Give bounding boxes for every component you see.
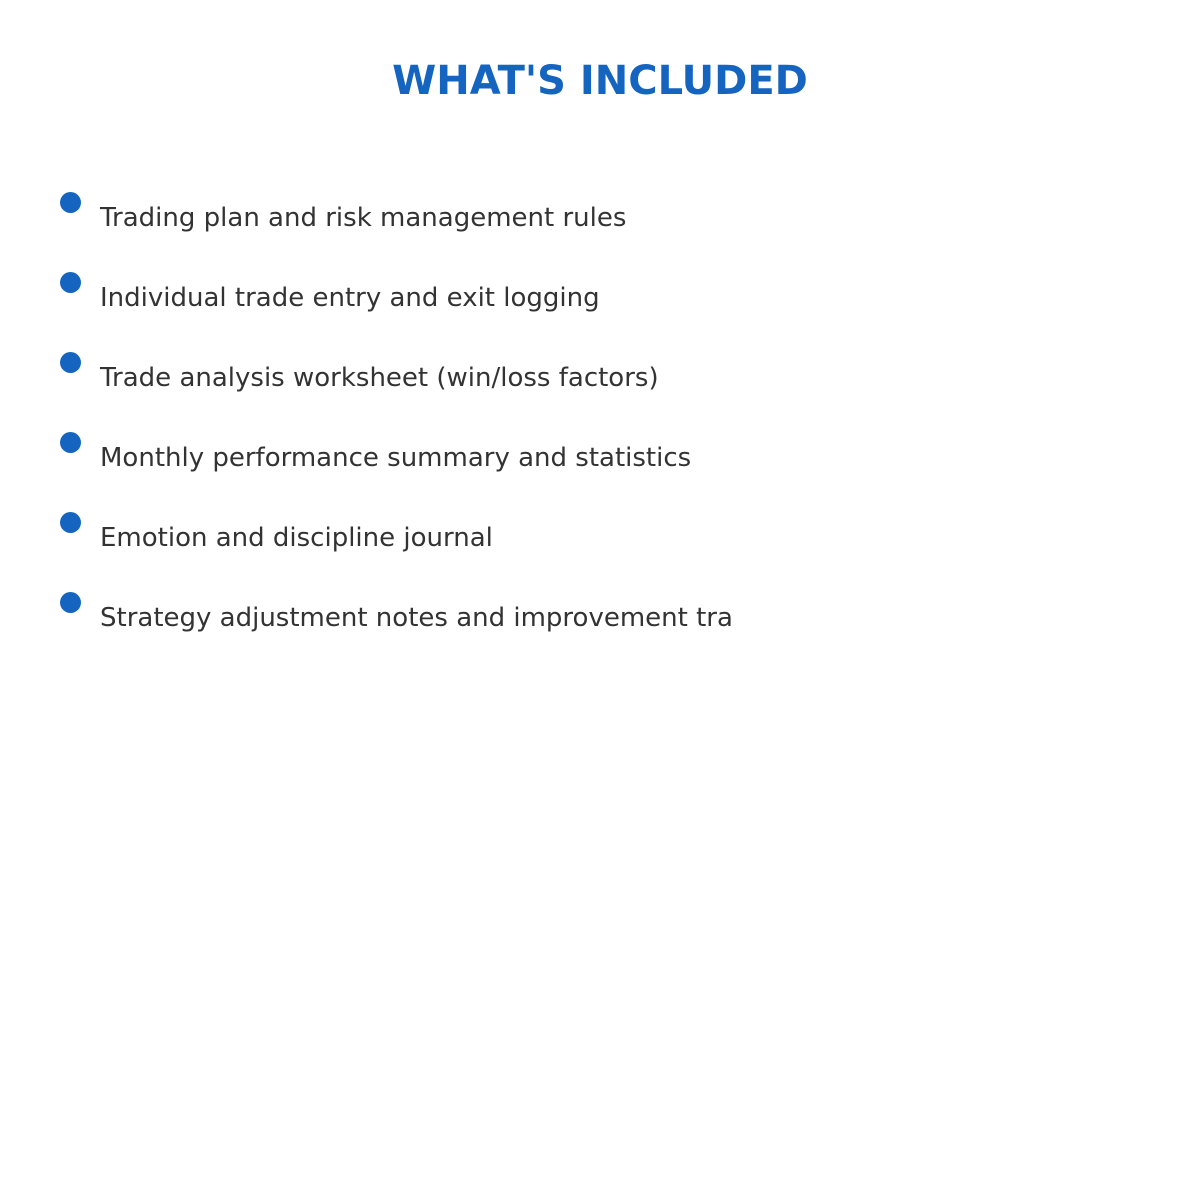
feature-text: Trading plan and risk management rules [100,203,627,233]
feature-item [0,272,1200,332]
bullet-dot-icon [60,432,81,453]
feature-text: Individual trade entry and exit logging [100,283,600,313]
feature-item [0,592,1200,652]
bullet-dot-icon [60,592,81,613]
feature-item [0,432,1200,492]
feature-text: Emotion and discipline journal [100,523,493,553]
feature-item [0,512,1200,572]
page-title: WHAT'S INCLUDED [392,58,808,104]
bullet-dot-icon [60,352,81,373]
bullet-dot-icon [60,192,81,213]
bullet-dot-icon [60,512,81,533]
feature-text: Trade analysis worksheet (win/loss factors) [100,363,659,393]
feature-item [0,192,1200,252]
feature-text: Monthly performance summary and statistics [100,443,692,473]
feature-text: Strategy adjustment notes and improvement tra [100,603,733,633]
bullet-dot-icon [60,272,81,293]
feature-item [0,352,1200,412]
